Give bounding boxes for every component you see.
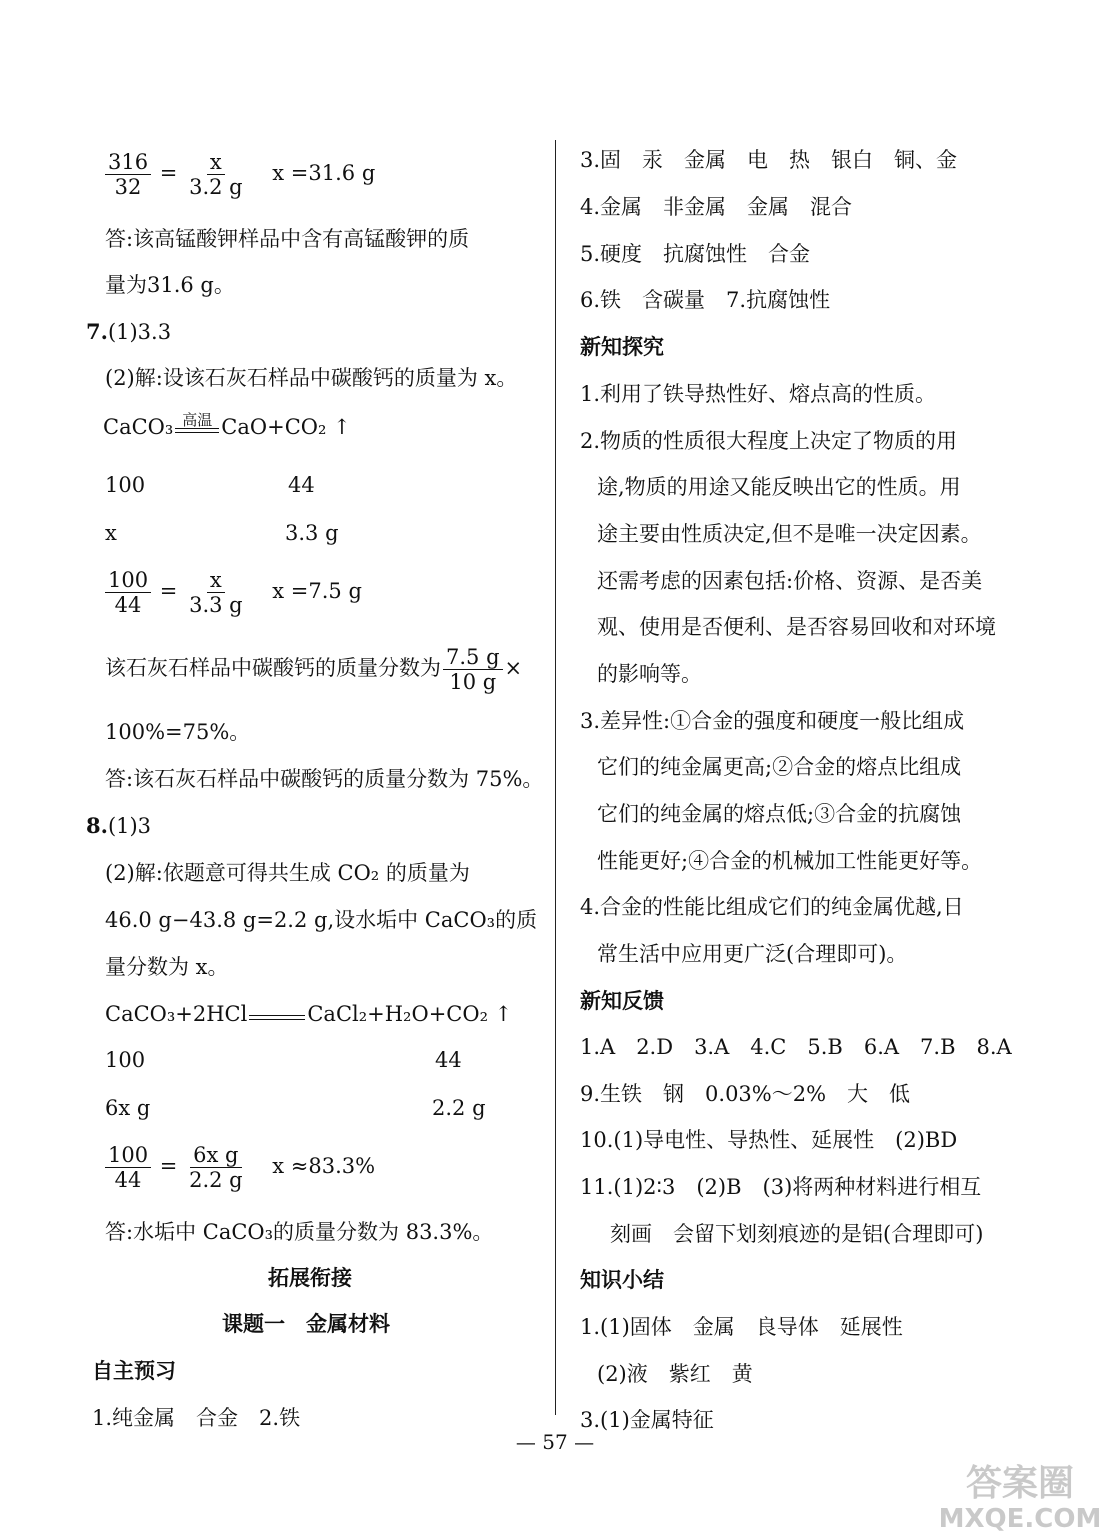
fraction: $\frac{x}{3.2 g}$: [189, 150, 243, 199]
solution-line: 量分数为 x。: [105, 955, 229, 979]
answer-line: 它们的纯金属更高;②合金的熔点比组成: [597, 755, 962, 779]
answer-line: 10.(1)导电性、导热性、延展性 (2)BD: [580, 1128, 958, 1152]
answer-line: 3.差异性:①合金的强度和硬度一般比组成: [580, 709, 965, 733]
answer-line: 1.纯金属 合金 2.铁: [92, 1406, 301, 1430]
watermark-url: MXQE.COM: [938, 1504, 1102, 1533]
chemical-equation: CaCO₃ 高温 CaO+CO₂ ↑: [103, 411, 351, 439]
question-8: 8.(1)3: [86, 813, 152, 838]
answer-line: 还需考虑的因素包括:价格、资源、是否美: [597, 569, 983, 593]
answer-line: 刻画 会留下划刻痕迹的是铝(合理即可): [610, 1222, 984, 1246]
answer-line: 3.(1)金属特征: [580, 1408, 714, 1432]
answer-line: 答:水垢中 CaCO₃的质量分数为 83.3%。: [105, 1220, 494, 1244]
answer-line: 6.铁 含碳量 7.抗腐蚀性: [580, 288, 831, 312]
answer-line: 2.物质的性质很大程度上决定了物质的用: [580, 429, 958, 453]
ratio-value: 3.3 g: [285, 521, 339, 545]
subsection-title: 知识小结: [580, 1267, 664, 1292]
answer-line: 答:该高锰酸钾样品中含有高锰酸钾的质: [105, 227, 470, 251]
solution-line: (2)解:依题意可得共生成 CO₂ 的质量为: [105, 861, 470, 885]
answer-line: 5.硬度 抗腐蚀性 合金: [580, 242, 811, 266]
answer-line: 量为31.6 g。: [105, 273, 235, 297]
percent-line: 该石灰石样品中碳酸钙的质量分数为 $\frac{7.5 g}{10 g}$ ×: [105, 645, 523, 694]
answer-line: 它们的纯金属的熔点低;③合金的抗腐蚀: [597, 802, 962, 826]
ratio-value: x: [105, 521, 117, 545]
answer-line: 11.(1)2∶3 (2)B (3)将两种材料进行相互: [580, 1175, 982, 1199]
ratio-value: 44: [288, 473, 315, 497]
ratio-value: 100: [105, 473, 146, 497]
answer-line: 4.金属 非金属 金属 混合: [580, 195, 853, 219]
answer-line: 途,物质的用途又能反映出它的性质。用: [597, 475, 961, 499]
answer-line: 1.利用了铁导热性好、熔点高的性质。: [580, 382, 937, 406]
answer-line: 9.生铁 钢 0.03%～2% 大 低: [580, 1082, 911, 1106]
answer-line: (2)液 紫红 黄: [597, 1362, 753, 1386]
chemical-equation: CaCO₃+2HCl CaCl₂+H₂O+CO₂ ↑: [105, 1002, 513, 1026]
solution-line: 46.0 g−43.8 g=2.2 g,设水垢中 CaCO₃的质: [105, 908, 538, 932]
answer-line: 1.(1)固体 金属 良导体 延展性: [580, 1315, 903, 1339]
subsection-title: 新知探究: [580, 334, 664, 359]
section-title: 拓展衔接: [268, 1265, 352, 1290]
ratio-value: 6x g: [105, 1096, 151, 1120]
answer-line: 途主要由性质决定,但不是唯一决定因素。: [597, 522, 982, 546]
lesson-title: 课题一 金属材料: [222, 1311, 390, 1336]
question-7: 7.(1)3.3: [86, 319, 172, 344]
answer-line: 3.固 汞 金属 电 热 银白 铜、金: [580, 148, 958, 172]
ratio-value: 100: [105, 1048, 146, 1072]
answer-line: 的影响等。: [597, 662, 702, 686]
subsection-title: 自主预习: [92, 1358, 176, 1383]
percent-result: 100%=75%。: [105, 720, 251, 744]
answer-line: 1.A 2.D 3.A 4.C 5.B 6.A 7.B 8.A: [580, 1035, 1012, 1059]
watermark-logo: [935, 1455, 1105, 1533]
column-divider: [555, 140, 556, 1415]
calc-line: $\frac{100}{44}$ = $\frac{x}{3.3 g}$ x =7.5 g: [103, 568, 362, 617]
calc-line: $\frac{100}{44}$ = $\frac{\text{6x g}}{2.2 g}$ x ≈83.3%: [103, 1143, 375, 1192]
subsection-title: 新知反馈: [580, 988, 664, 1013]
answer-line: 答:该石灰石样品中碳酸钙的质量分数为 75%。: [105, 767, 544, 791]
ratio-value: 44: [435, 1048, 462, 1072]
ratio-value: 2.2 g: [432, 1096, 486, 1120]
answer-line: 性能更好;④合金的机械加工性能更好等。: [597, 849, 983, 873]
fraction: $\frac{316}{32}$: [105, 150, 151, 199]
watermark-title: 答案圈: [965, 1463, 1075, 1504]
answer-line: 常生活中应用更广泛(合理即可)。: [597, 942, 908, 966]
answer-line: 4.合金的性能比组成它们的纯金属优越,日: [580, 895, 964, 919]
answer-line: 观、使用是否便利、是否容易回收和对环境: [597, 615, 996, 639]
page-number: — 57 —: [515, 1430, 595, 1454]
solution-line: (2)解:设该石灰石样品中碳酸钙的质量为 x。: [105, 366, 518, 390]
calc-line: $\frac{316}{32}$ = $\frac{x}{3.2 g}$ x =31.6 g: [103, 150, 375, 199]
